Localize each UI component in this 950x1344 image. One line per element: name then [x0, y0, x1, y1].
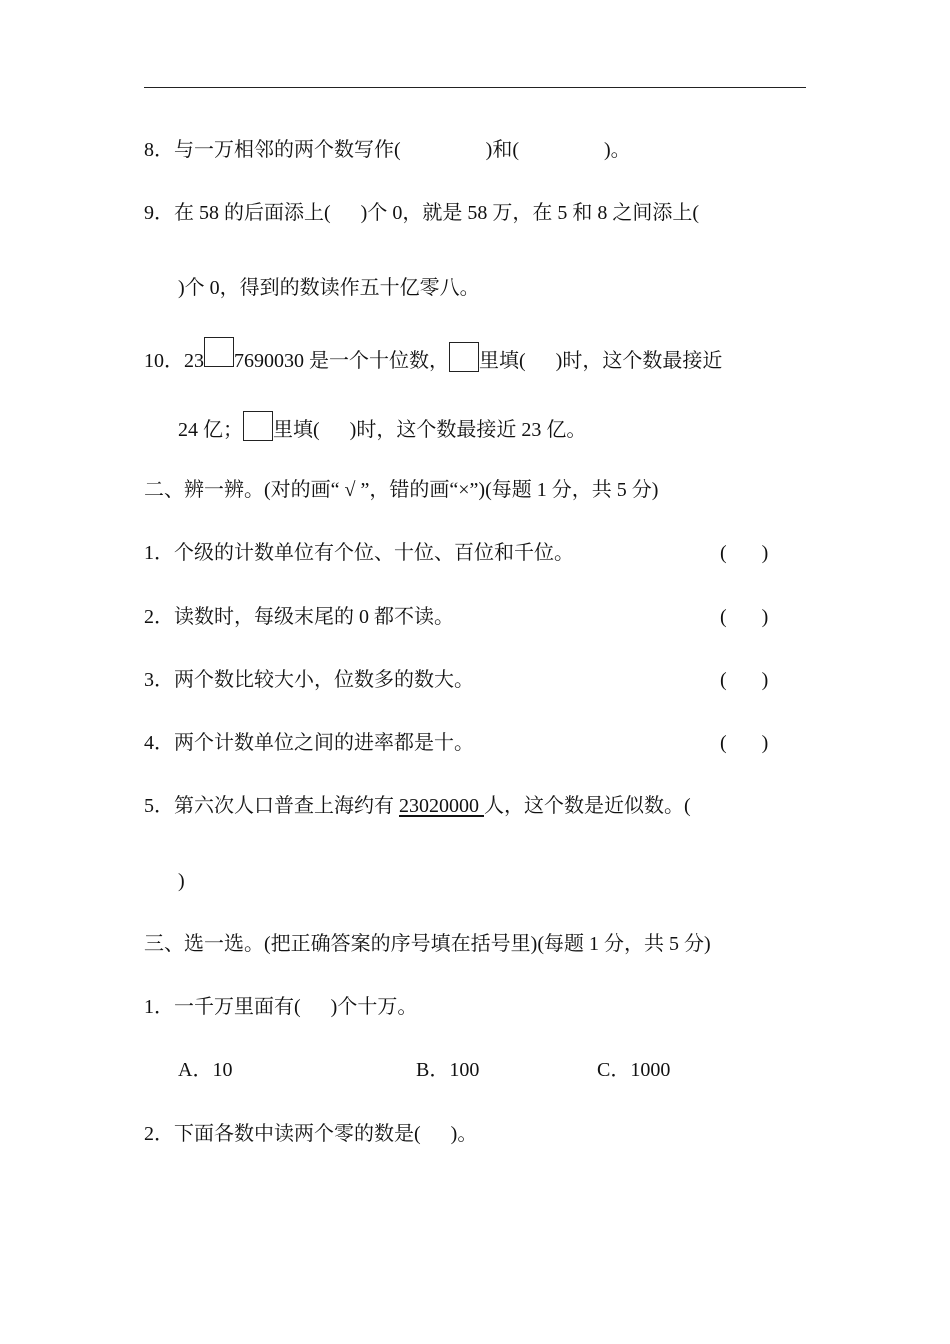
- question-9-line1: 在 58 的后面添上( )个 0，就是 58 万，在 5 和 8 之间添上(: [174, 202, 699, 224]
- option-c[interactable]: C．1000: [597, 1059, 671, 1081]
- question-9: [144, 200, 699, 226]
- digit-box-reference: [449, 342, 479, 372]
- digit-box[interactable]: [204, 337, 234, 367]
- judge-item-3: 3．两个数比较大小，位数多的数大。: [144, 669, 474, 691]
- underlined-number: 23020000: [399, 795, 484, 817]
- question-9-line2: )个 0，得到的数读作五十亿零八。: [178, 277, 480, 299]
- judge-item-5: 5．第六次人口普查上海约有 23020000 人，这个数是近似数。(: [144, 795, 691, 817]
- option-a[interactable]: A．10: [178, 1059, 233, 1081]
- question-number: 10．: [144, 350, 184, 372]
- option-b[interactable]: B．100: [416, 1059, 480, 1081]
- choose-item-2: 2．下面各数中读两个零的数是( )。: [144, 1123, 478, 1145]
- question-10: 10．23 7690030 是一个十位数， 里填( )时，这个数最接近: [144, 337, 722, 374]
- answer-parentheses[interactable]: ( ): [720, 542, 769, 564]
- question-8: 8．与一万相邻的两个数写作( )和( )。: [144, 139, 631, 161]
- answer-parentheses[interactable]: ( ): [720, 669, 769, 691]
- answer-blank[interactable]: [519, 139, 604, 161]
- answer-parentheses[interactable]: ( ): [720, 606, 769, 628]
- header-rule: [144, 87, 806, 88]
- section-2-heading: 二、辨一辨。(对的画“ √ ”，错的画“×”)(每题 1 分，共 5 分): [144, 479, 659, 501]
- section-3-heading: 三、选一选。(把正确答案的序号填在括号里)(每题 1 分，共 5 分): [144, 933, 711, 955]
- choose-item-1: 1．一千万里面有( )个十万。: [144, 996, 418, 1018]
- judge-item-4: 4．两个计数单位之间的进率都是十。: [144, 732, 474, 754]
- digit-box-reference: [243, 411, 273, 441]
- answer-parentheses[interactable]: ( ): [720, 732, 769, 754]
- judge-item-5-close: ): [178, 870, 185, 892]
- question-10-line2: 24 亿； 里填( )时，这个数最接近 23 亿。: [178, 411, 586, 443]
- judge-item-1: 1．个级的计数单位有个位、十位、百位和千位。: [144, 542, 574, 564]
- question-number: 8．: [144, 139, 174, 161]
- judge-item-2: 2．读数时，每级末尾的 0 都不读。: [144, 606, 454, 628]
- answer-blank[interactable]: [401, 139, 486, 161]
- question-number: 9．: [144, 202, 174, 224]
